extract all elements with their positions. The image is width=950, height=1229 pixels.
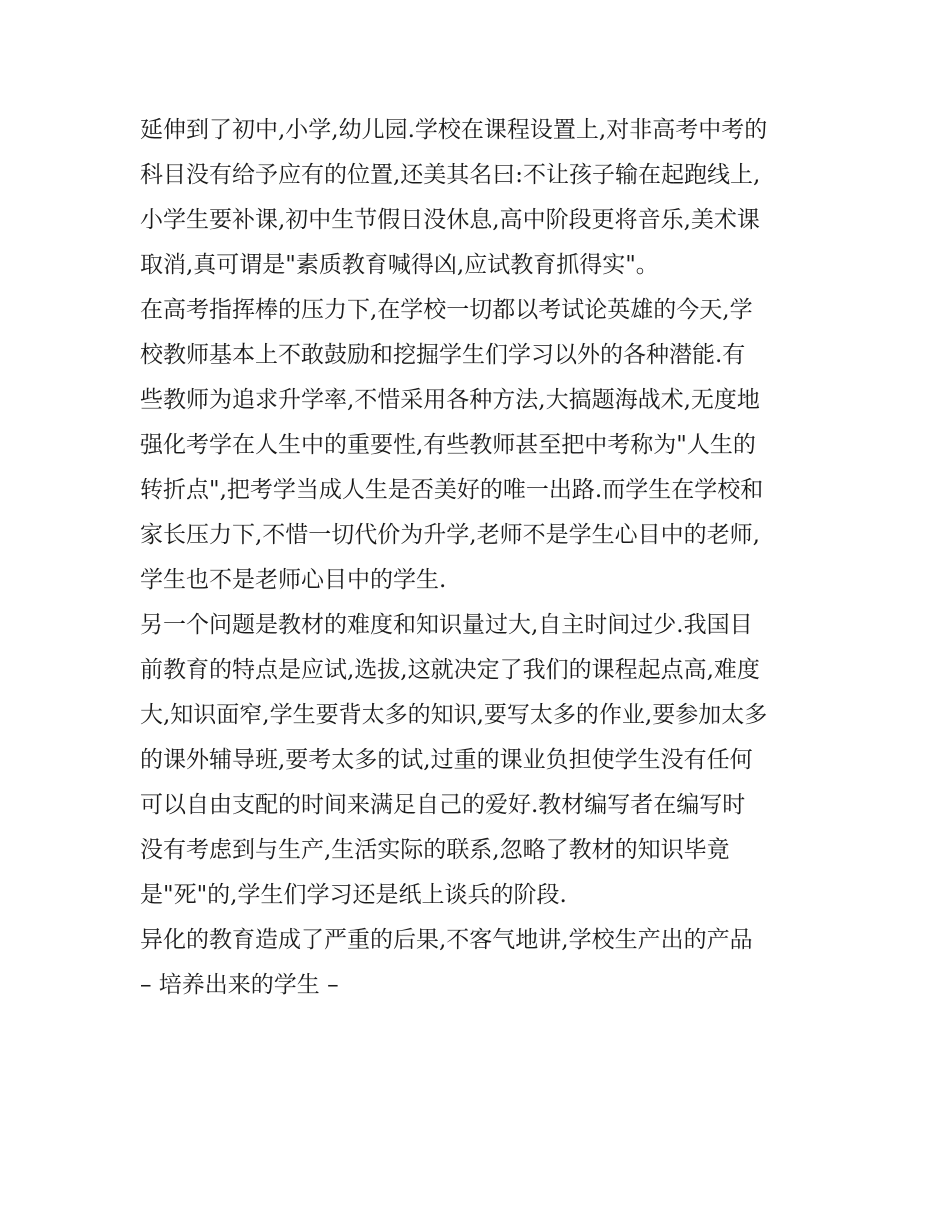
text-line: 在高考指挥棒的压力下,在学校一切都以考试论英雄的今天,学 bbox=[140, 297, 753, 323]
text-line: 是"死"的,学生们学习还是纸上谈兵的阶段. bbox=[140, 882, 567, 908]
text-line: 小学生要补课,初中生节假日没休息,高中阶段更将音乐,美术课 bbox=[140, 207, 760, 233]
text-line: 的课外辅导班,要考太多的试,过重的课业负担使学生没有任何 bbox=[140, 747, 753, 773]
text-line: 家长压力下,不惜一切代价为升学,老师不是学生心目中的老师, bbox=[140, 522, 760, 548]
document-body bbox=[140, 108, 820, 1008]
text-line: 大,知识面窄,学生要背太多的知识,要写太多的作业,要参加太多 bbox=[140, 702, 768, 728]
text-line: 延伸到了初中,小学,幼儿园.学校在课程设置上,对非高考中考的 bbox=[140, 117, 768, 143]
text-line: 异化的教育造成了严重的后果,不客气地讲,学校生产出的产品 bbox=[140, 927, 753, 953]
text-line: 校教师基本上不敢鼓励和挖掘学生们学习以外的各种潜能.有 bbox=[140, 342, 746, 368]
text-line: – 培养出来的学生 – bbox=[140, 972, 339, 998]
text-line: 学生也不是老师心目中的学生. bbox=[140, 567, 447, 593]
text-line: 没有考虑到与生产,生活实际的联系,忽略了教材的知识毕竟 bbox=[140, 837, 730, 863]
text-line: 些教师为追求升学率,不惜采用各种方法,大搞题海战术,无度地 bbox=[140, 387, 760, 413]
text-line: 科目没有给予应有的位置,还美其名曰:不让孩子输在起跑线上, bbox=[140, 162, 761, 188]
text-line: 转折点",把考学当成人生是否美好的唯一出路.而学生在学校和 bbox=[140, 477, 764, 503]
text-line: 可以自由支配的时间来满足自己的爱好.教材编写者在编写时 bbox=[140, 792, 746, 818]
text-line: 强化考学在人生中的重要性,有些教师甚至把中考称为"人生的 bbox=[140, 432, 756, 458]
text-line: 取消,真可谓是"素质教育喊得凶,应试教育抓得实"。 bbox=[140, 252, 659, 278]
text-line: 另一个问题是教材的难度和知识量过大,自主时间过少.我国目 bbox=[140, 612, 753, 638]
text-line: 前教育的特点是应试,选拔,这就决定了我们的课程起点高,难度 bbox=[140, 657, 760, 683]
